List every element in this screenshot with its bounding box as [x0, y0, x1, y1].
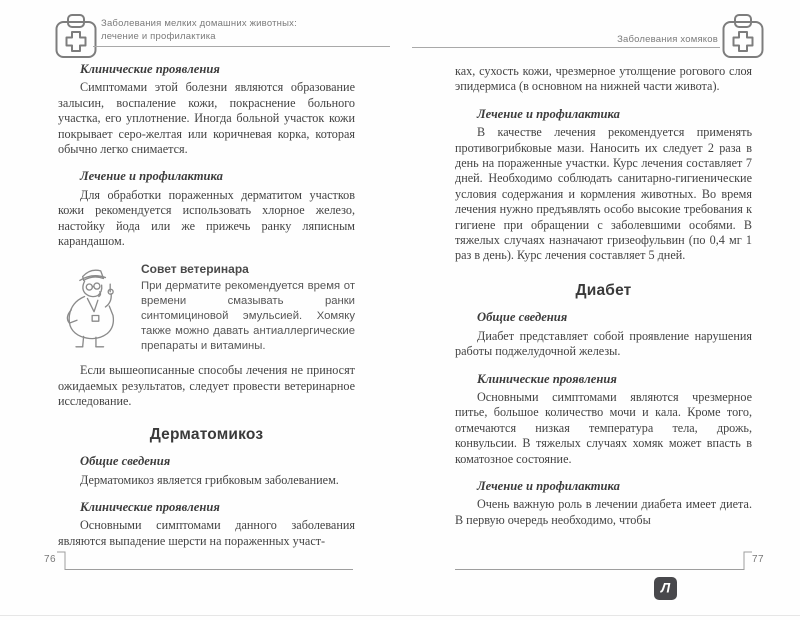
section-heading: Общие сведения: [477, 310, 568, 325]
running-head-right: Заболевания хомяков: [617, 34, 718, 45]
paragraph: Если вышеописанные способы лечения не приносят ожидаемых результатов, следует провести ветеринарное исследование.: [58, 363, 355, 409]
paragraph: ках, сухость кожи, чрезмерное утолщение рогового слоя эпидермиса (в основном на нижней части живота).: [455, 64, 752, 94]
running-head-line2: лечение и профилактика: [101, 31, 216, 42]
chapter-heading: Дерматомикоз: [149, 425, 264, 443]
section-heading: Лечение и профилактика: [477, 478, 620, 493]
paragraph: В качестве лечения рекомендуется применять противогрибковые мази. Наносить их следует 2 раза в день на пораженные участки. Курс лечения составляет 7 дней. Необходимо соблюдать санитарно-гигиенические условия содержания и кормления животных. Во время лечения нужно предъявлять особо высокие требования к гигиене при обращении с заболевшими особями. В тяжелых случаях назначают гризеофульвин (по 0,4 мг 1 раз в день). Курс лечения составляет 5 дней.: [455, 125, 752, 263]
paragraph: Основными симптомами данного заболевания являются выпадение шерсти на пораженных участ-: [58, 518, 355, 548]
vet-tip-body: [141, 262, 355, 354]
page-number: 77: [752, 554, 765, 565]
vet-tip: [58, 262, 355, 354]
section-heading: Клинические проявления: [477, 371, 617, 386]
section-heading: Клинические проявления: [80, 499, 220, 514]
watermark-logo: [654, 577, 677, 600]
section-heading: Клинические проявления: [80, 62, 220, 76]
paragraph: Основными симптомами являются чрезмерное питье, большое количество мочи и кала. Кроме того, отмечаются низкая температура тела, дрожь, конвульсии. В тяжелых случаях хомяк может впасть в коматозное состояние.: [455, 389, 752, 466]
veterinarian-icon: [58, 262, 132, 350]
book-bottom-edge: [0, 615, 800, 616]
left-page-text-column: [58, 0, 355, 549]
vet-tip-title: Совет ветеринара: [141, 262, 249, 277]
paragraph: Симптомами этой болезни являются образование залысин, воспаление кожи, покраснение больного участка, его уплотнение. Иногда больной участок кожи покрывает серо-желтая или коричневая корка, которая обычно легко снимается.: [58, 80, 355, 157]
section-heading: Лечение и профилактика: [477, 106, 620, 121]
paragraph: Диабет представляет собой проявление нарушения работы поджелудочной железы.: [455, 328, 752, 359]
footer-rule-right: [450, 548, 770, 574]
section-heading: Общие сведения: [80, 454, 171, 469]
chapter-heading: Диабет: [575, 281, 632, 299]
footer-rule-left: [40, 548, 360, 574]
paragraph: Очень важную роль в лечении диабета имеет диета. В первую очередь необходимо, чтобы: [455, 497, 752, 527]
paragraph: Дерматомикоз является грибковым заболеванием.: [80, 472, 339, 487]
running-head-line1: Заболевания мелких домашних животных:: [101, 18, 297, 29]
right-page-text-column: [455, 0, 752, 528]
vet-tip-text: При дерматите рекомендуется время от времени смазывать ранки синтомициновой эмульсией. Хомяку также можно давать антиаллергические препараты и витамины.: [141, 280, 355, 353]
section-heading: Лечение и профилактика: [80, 169, 223, 184]
watermark-letter: Л: [660, 580, 671, 596]
page-number: 76: [44, 554, 57, 565]
paragraph: Для обработки пораженных дерматитом участков кожи рекомендуется использовать хлорное железо, настойку йода или же прижечь ранку ляписным карандашом.: [58, 187, 355, 249]
